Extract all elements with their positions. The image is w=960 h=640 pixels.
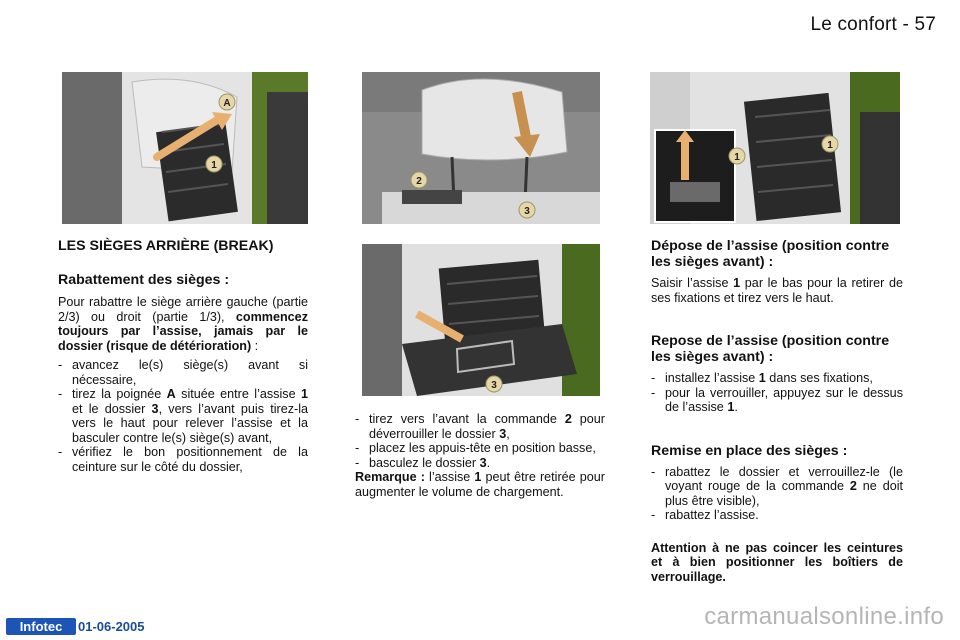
remark-paragraph xyxy=(355,470,605,499)
list-item xyxy=(355,456,605,471)
step-list xyxy=(355,412,605,470)
ref: 3 xyxy=(479,455,487,470)
text: rabattez l’assise. xyxy=(665,508,759,522)
column-middle xyxy=(355,412,605,499)
section-title: LES SIÈGES ARRIÈRE (BREAK) xyxy=(58,238,274,254)
step-list xyxy=(651,465,903,523)
figure-label: A xyxy=(223,98,231,109)
figure-label: 3 xyxy=(524,206,530,217)
text: tirez la poignée xyxy=(72,387,167,401)
list-item xyxy=(58,358,308,387)
list-item xyxy=(651,465,903,509)
ref: 3 xyxy=(151,401,159,416)
warning-text: Attention à ne pas coincer les ceintures et à bien positionner les boîtiers de verrouillage. xyxy=(651,540,903,584)
text: avancez le(s) siège(s) avant si nécessaire, xyxy=(72,358,308,387)
infotec-logo: Infotec xyxy=(6,618,76,635)
figure-folded-seat xyxy=(362,244,600,396)
ref: 1 xyxy=(474,470,482,484)
ref: A xyxy=(166,387,176,401)
text: située entre l’assise xyxy=(175,387,301,401)
text: et le dossier xyxy=(72,401,152,416)
text: l’assise xyxy=(424,470,475,484)
figure-label: 1 xyxy=(211,160,217,171)
text: Pour rabattre le siège arrière gauche (partie 2/3) ou droit (partie 1/3), xyxy=(58,295,308,324)
emphasis: commencez toujours par l’assise, jamais par le dossier (risque de détérioration) xyxy=(58,309,308,353)
figure-label: 2 xyxy=(416,176,422,187)
watermark: carmanualsonline.info xyxy=(704,603,944,630)
subsection-title: Dépose de l’assise (position contre les sièges avant) : xyxy=(651,238,890,270)
text: pour déverrouiller le dossier xyxy=(369,412,605,441)
text: placez les appuis-tête en position basse, xyxy=(369,441,596,455)
ref: 1 xyxy=(727,400,735,414)
list-item xyxy=(651,371,903,386)
figure-label: 1 xyxy=(734,152,740,163)
figure-remove-cushion xyxy=(650,72,900,224)
subsection-title: Rabattement des sièges : xyxy=(58,272,230,288)
list-item xyxy=(58,387,308,445)
step-list xyxy=(58,358,308,474)
figure-label: 3 xyxy=(491,380,497,391)
ref: 3 xyxy=(499,426,507,441)
list-item xyxy=(651,508,903,523)
text: rabattez le dossier et verrouillez-le (le voyant rouge de la commande xyxy=(665,464,903,493)
text: vérifiez le bon positionnement de la ceinture sur le côté du dossier, xyxy=(72,445,308,474)
text: , xyxy=(506,426,510,441)
text: ne doit plus être visible), xyxy=(665,479,904,508)
ref: 1 xyxy=(758,371,766,385)
remark-label: Remarque : xyxy=(355,470,425,484)
ref: 1 xyxy=(733,276,741,290)
figure-headrest xyxy=(362,72,600,224)
list-item xyxy=(651,386,903,415)
subsection-title: Remise en place des sièges : xyxy=(651,442,848,459)
column-left xyxy=(58,238,308,474)
subsection-title: Repose de l’assise (position contre les sièges avant) : xyxy=(651,333,890,365)
list-item xyxy=(355,412,605,441)
page-header: Le confort - 57 xyxy=(810,14,936,35)
text: basculez le dossier xyxy=(369,455,480,470)
paragraph xyxy=(651,276,903,305)
text: Saisir l’assise xyxy=(651,276,734,290)
ref: 1 xyxy=(300,387,308,401)
text: . xyxy=(734,400,738,414)
text: installez l’assise xyxy=(665,371,759,385)
text: , vers l’avant puis tirez-la vers le haut pour relever l’assise et la basculer contre le(s) siège(s) avant, xyxy=(72,401,308,445)
step-list xyxy=(651,371,903,415)
intro-paragraph xyxy=(58,295,308,353)
footer-date: 01-06-2005 xyxy=(78,619,145,634)
text: par le bas pour la retirer de ses fixations et tirez vers le haut. xyxy=(651,276,903,305)
text: . xyxy=(486,455,491,470)
list-item xyxy=(58,445,308,474)
text: dans ses fixations, xyxy=(765,371,873,385)
text: peut être retirée pour augmenter le volume de chargement. xyxy=(355,470,605,499)
text: tirez vers l’avant la commande xyxy=(369,412,565,426)
column-right xyxy=(651,238,903,584)
text: pour la verrouiller, appuyez sur le dessus de l’assise xyxy=(665,385,903,414)
list-item xyxy=(355,441,605,456)
ref: 2 xyxy=(564,412,572,426)
ref: 2 xyxy=(849,479,857,493)
text: : xyxy=(251,338,259,353)
figure-label: 1 xyxy=(827,140,833,151)
figure-seat-handle xyxy=(62,72,308,224)
